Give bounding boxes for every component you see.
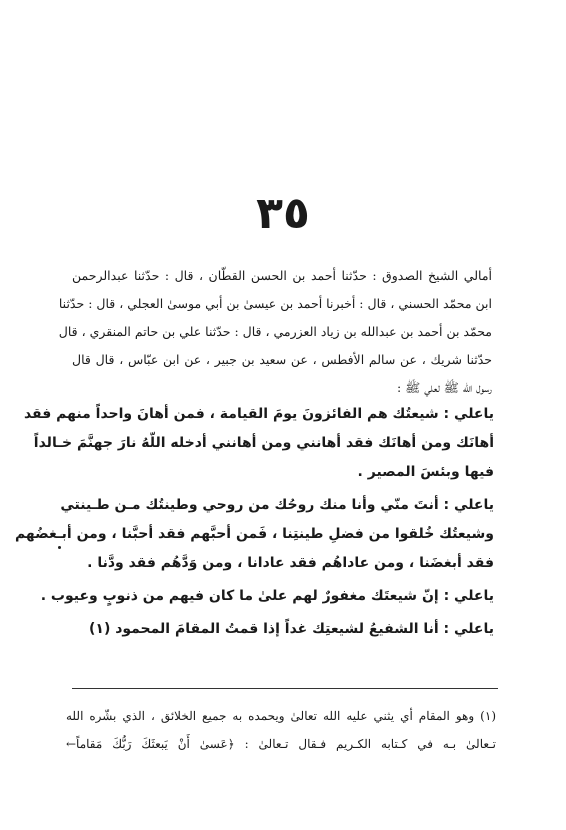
isnad-line: محمّد بن أحمد بن عبدالله بن زياد العزرمي ، قال : حدّثنا علي بن حاتم المنقري ، قال bbox=[58, 324, 492, 339]
footnote-line: (١) وهو المقام أي يثني عليه الله تعالىٰ ويحمده به جميع الخلائق ، الذي بشّره الله bbox=[66, 709, 496, 723]
hadith-paragraph bbox=[64, 615, 494, 644]
hadith-line: ياعلي : أنتَ منّي وأنا منك روحُك من روحي وطينتُك مـن طـينتي bbox=[60, 497, 494, 513]
hadith-line: أهانَك ومن أهانَك فقد أهانني ومن أهانني أدخله اللّهُ نارَ جهنَّمَ خـالداً bbox=[33, 435, 494, 451]
hadith-line: فيها وبئسَ المصير . bbox=[357, 464, 494, 480]
chapter-number: ٣٥ bbox=[256, 188, 310, 239]
hadith-text bbox=[14, 400, 494, 644]
footnote-line: تـعالىٰ بـه في كـتابه الكـريم فـقال تـعالىٰ : ﴿عَسىٰ أَنْ يَبعثَكَ رَبُّكَ مَقاماً← bbox=[66, 737, 496, 751]
isnad-line: أمالي الشيخ الصدوق : حدّثنا أحمد بن الحسن القطّان ، قال : حدّثنا عبدالرحمن bbox=[72, 268, 492, 283]
footnote bbox=[66, 702, 496, 758]
hadith-paragraph bbox=[40, 582, 494, 611]
isnad-line: ابن محمّد الحسني ، قال : أخبرنا أحمد بن عيسىٰ بن أبي موسىٰ العجلي ، قال : حدّثنا bbox=[58, 296, 492, 311]
hadith-paragraph bbox=[14, 491, 494, 578]
hadith-line: ياعلي : إنّ شيعتَك مغفورٌ لهم علىٰ ما كان فيهم من ذنوبٍ وعيوب . bbox=[40, 588, 494, 604]
stray-ink-dot bbox=[58, 546, 61, 549]
isnad-line: رسول الله ﷺ لعلي ﷺ : bbox=[396, 380, 492, 395]
footnote-separator bbox=[72, 688, 498, 689]
hadith-paragraph bbox=[23, 400, 494, 487]
hadith-line: وشيعتُك خُلقوا من فضلِ طينتِنا ، فَمن أحبَّهم فقد أحبَّنا ، ومن أبـغضُهم bbox=[14, 526, 494, 542]
isnad-line: حدّثنا شريك ، عن سالم الأفطس ، عن سعيد بن جبير ، عن ابن عبّاس ، قال قال bbox=[72, 352, 492, 367]
hadith-line: ياعلي : أنا الشفيعُ لشيعتِك غداً إذا قمتُ المقامَ المحمود (١) bbox=[88, 621, 494, 637]
isnad-paragraph bbox=[58, 262, 492, 402]
hadith-line: فقد أبغضَنا ، ومن عاداهُم فقد عادانا ، ومن وَدَّهُم فقد ودَّنا . bbox=[87, 555, 494, 571]
hadith-line: ياعلي : شيعتُك هم الفائزونَ يومَ القيامة ، فمن أهانَ واحداً منهم فقد bbox=[23, 406, 494, 422]
